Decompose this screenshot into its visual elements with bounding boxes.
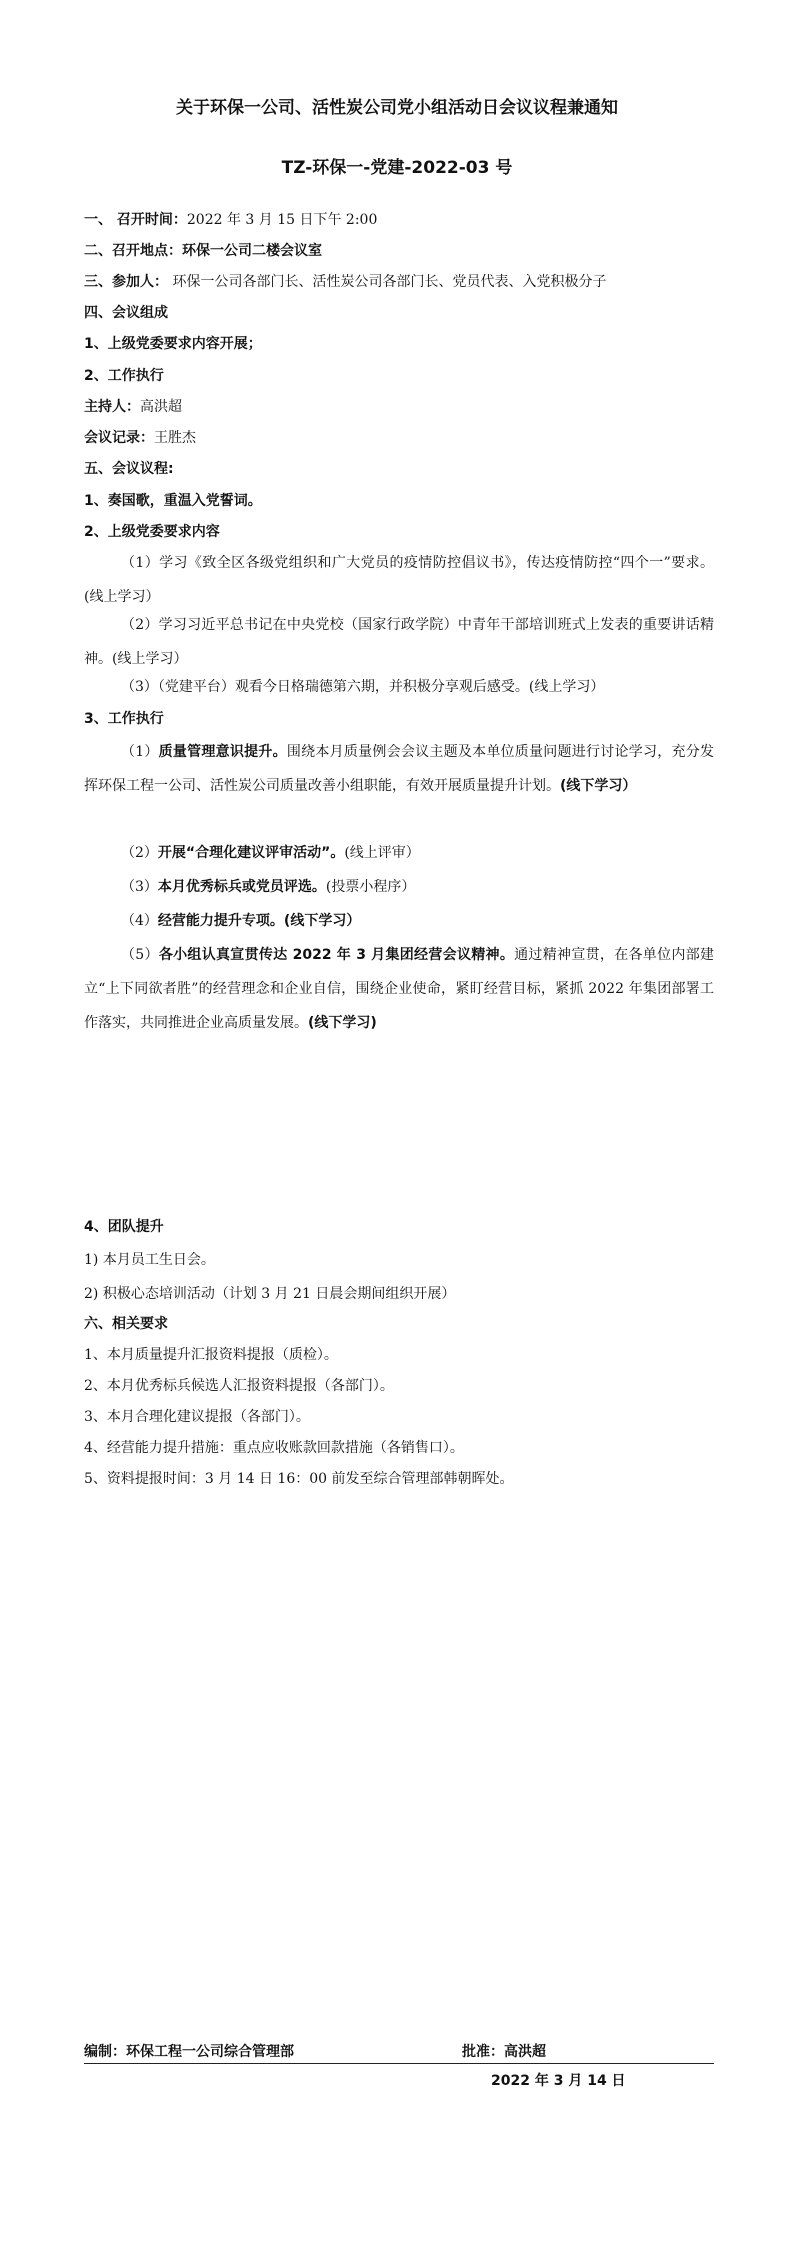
section-2-place: [84, 241, 714, 261]
document-number: TZ-环保一-党建-2022-03 号: [281, 158, 513, 178]
sub-5-num: （5）: [121, 947, 159, 963]
section-5-4-sub-1: 1) 本月员工生日会。: [84, 1252, 215, 1268]
section-2-value: 环保一公司二楼会议室: [182, 243, 322, 259]
section-5-item-3: 3、工作执行: [84, 711, 164, 727]
section-5-heading: 五、会议议程:: [84, 461, 174, 477]
section-1-time: [84, 210, 714, 230]
section-6-item-1: 1、本月质量提升汇报资料提报（质检）。: [84, 1347, 338, 1363]
section-5-4-sub-2: 2) 积极心态培训活动（计划 3 月 21 日晨会期间组织开展）: [84, 1286, 456, 1302]
section-5-item-1: 1、奏国歌，重温入党誓词。: [84, 493, 262, 509]
sub-5-text: 通过精神宣贯，在各单位内部建立“上下同欲者胜”的经营理念和企业自信，围绕企业使命，紧盯经营目标，紧抓 2022 年集团部署工作落实，共同推进企业高质量发展。: [84, 947, 714, 1031]
section-6-item-3: 3、本月合理化建议提报（各部门）。: [84, 1409, 310, 1425]
section-3-label: 三、参加人：: [84, 274, 168, 290]
sub-1-bold: 质量管理意识提升。: [158, 744, 287, 760]
sub-5-bold: 各小组认真宣贯传达 2022 年 3 月集团经营会议精神。: [158, 947, 515, 963]
sub-1-text: 围绕本月质量例会会议主题及本单位质量问题进行讨论学习，充分发挥环保工程一公司、活性炭公司质量改善小组职能，有效开展质量提升计划。: [84, 744, 715, 794]
section-2-label: 二、召开地点：: [84, 243, 182, 259]
sub-2-text: (线上评审）: [344, 845, 420, 861]
section-4-item-2: 2、工作执行: [84, 368, 164, 384]
section-5-3-sub-3: [84, 870, 714, 904]
prepared-by: 编制：环保工程一公司综合管理部: [84, 2044, 294, 2060]
section-4-heading: 四、会议组成: [84, 305, 168, 321]
sub-4-num: （4）: [121, 913, 158, 929]
signature-footer: [84, 2041, 714, 2064]
sub-3-text: (投票小程序）: [325, 879, 416, 895]
issue-date: 2022 年 3 月 14 日: [491, 2073, 626, 2089]
sub-5-tail: (线下学习): [308, 1015, 377, 1031]
section-5-item-2: 2、上级党委要求内容: [84, 524, 220, 540]
host-label: 主持人：: [84, 399, 140, 415]
section-5-3-sub-5: [84, 938, 714, 1040]
section-6-heading: 六、相关要求: [84, 1316, 168, 1332]
section-1-label: 一、 召开时间：: [84, 212, 187, 228]
section-5-item-4: 4、团队提升: [84, 1219, 164, 1235]
section-3-attendees: [84, 272, 714, 292]
recorder-value: 王胜杰: [154, 430, 196, 446]
section-6-item-5: 5、资料提报时间：3 月 14 日 16：00 前发至综合管理部韩朝晖处。: [84, 1471, 514, 1487]
host-value: 高洪超: [140, 399, 182, 415]
section-5-3-sub-1: [84, 735, 714, 803]
section-5-2-sub-1: （1）学习《致全区各级党组织和广大党员的疫情防控倡议书》，传达疫情防控“四个一”要求。(线上学习）: [84, 555, 714, 605]
document-title: 关于环保一公司、活性炭公司党小组活动日会议议程兼通知: [176, 98, 618, 118]
sub-3-bold: 本月优秀标兵或党员评选。: [157, 879, 326, 895]
recorder-label: 会议记录：: [84, 430, 154, 446]
host-line: [84, 397, 714, 417]
section-5-3-sub-4: [84, 904, 714, 938]
section-5-2-sub-2: （2）学习习近平总书记在中央党校（国家行政学院）中青年干部培训班式上发表的重要讲话精神。(线上学习）: [84, 617, 714, 667]
sub-2-bold: 开展“合理化建议评审活动”。: [157, 845, 345, 861]
section-1-value: 2022 年 3 月 15 日下午 2:00: [186, 212, 378, 228]
section-3-value: 环保一公司各部门长、活性炭公司各部门长、党员代表、入党积极分子: [168, 274, 607, 290]
section-5-2-sub-3: （3）（党建平台）观看今日格瑞德第六期，并积极分享观后感受。(线上学习）: [121, 679, 605, 695]
approved-by: 批准：高洪超: [462, 2044, 546, 2060]
sub-1-tail: (线下学习）: [560, 778, 637, 794]
section-6-item-2: 2、本月优秀标兵候选人汇报资料提报（各部门）。: [84, 1378, 394, 1394]
section-6-item-4: 4、经营能力提升措施：重点应收账款回款措施（各销售口）。: [84, 1440, 464, 1456]
recorder-line: [84, 428, 714, 448]
section-4-item-1: 1、上级党委要求内容开展；: [84, 336, 262, 352]
sub-3-num: （3）: [121, 879, 158, 895]
sub-1-num: （1）: [121, 744, 159, 760]
section-5-3-sub-2: [84, 836, 714, 870]
sub-2-num: （2）: [121, 845, 158, 861]
sub-4-bold: 经营能力提升专项。(线下学习）: [157, 913, 361, 929]
